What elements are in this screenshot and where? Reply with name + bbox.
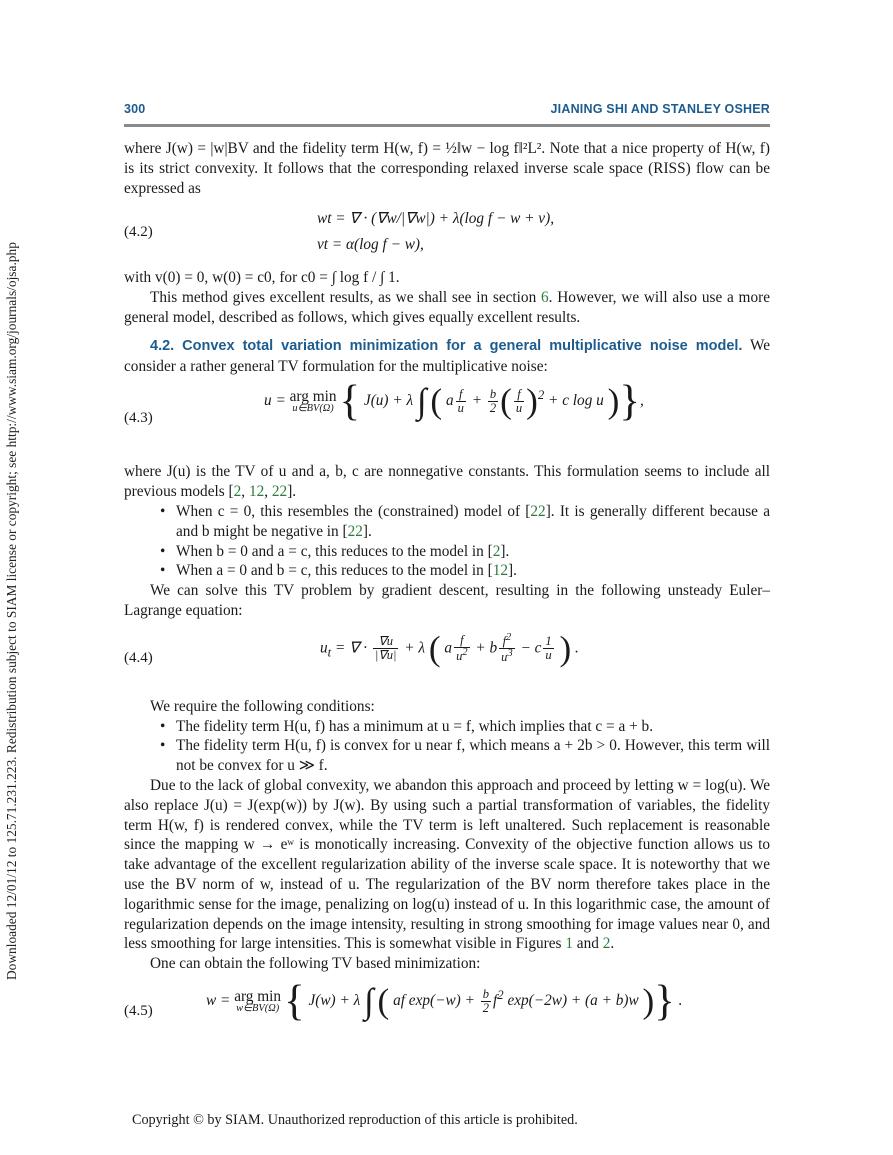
bullet-item: • The fidelity term H(u, f) is convex for u near f, which means a + 2b > 0. However, this term will not be convex for u ≫ f.: [124, 736, 770, 776]
running-header: [124, 100, 770, 127]
equation-4-3: (4.3) u = arg min u∈BV(Ω) { J(u) + λ ∫ ( a $\frac{f}{u}$ + $\frac{b}{2}$ ( $\frac{f}{u}$ )$^2$ + c log u )},: [124, 384, 770, 454]
equation-line: vt = α(log f − w),: [317, 236, 424, 254]
equation-number: (4.5): [124, 1003, 153, 1020]
paragraph-initial: with v(0) = 0, w(0) = c0, for c0 = ∫ log f / ∫ 1.: [124, 269, 400, 287]
citation-link[interactable]: 12: [492, 562, 509, 580]
equation-line: wt = ∇ · (∇w/|∇w|) + λ(log f − w + v),: [317, 210, 555, 228]
citation-link[interactable]: 12: [248, 483, 265, 501]
equation-4-5: (4.5) w = arg min w∈BV(Ω) { J(w) + λ ∫ ( af exp(−w) + $\frac{b}{2}$ $f^2$ exp(−2w) + (a + b)w )} .: [124, 977, 683, 1025]
equation-number: (4.4): [124, 649, 153, 666]
page-number: 300: [124, 102, 146, 116]
download-notice-text: Downloaded 12/01/12 to 125.71.231.223. Redistribution subject to SIAM license or copyright; see http://www.siam.org/journals/ojsa.php: [4, 242, 19, 980]
paragraph-method: This method gives excellent results, as we shall see in section 6. However, we will also use a more general model, described as follows, which gives equally excellent results.: [124, 289, 770, 326]
section-heading: 4.2. Convex total variation minimization for a general multiplicative noise model.: [150, 337, 743, 354]
bullet-item: • When a = 0 and b = c, this reduces to the model in [12].: [124, 561, 770, 581]
page-body: [124, 139, 770, 1050]
figure-link[interactable]: 2: [602, 935, 611, 953]
equation-number: (4.3): [124, 410, 153, 427]
section-link[interactable]: 6: [540, 289, 549, 307]
copyright-footer: Copyright © by SIAM. Unauthorized reproduction of this article is prohibited.: [132, 1112, 578, 1128]
citation-link[interactable]: 2: [233, 483, 242, 501]
bullet-item: • The fidelity term H(u, f) has a minimum at u = f, which implies that c = a + b.: [124, 717, 770, 737]
paragraph-minimization: One can obtain the following TV based minimization:: [150, 955, 481, 973]
paragraph-convexity: Due to the lack of global convexity, we abandon this approach and proceed by letting w = log(u). We also replace J(u) = J(exp(w)) by J(w). By using such a partial transformation of variables, the fidelity term H(w, f) is rendered convex, while the TV term is left unaltered. Such replacement is reasonable since the mapping w → eʷ is monotically increasing. Convexity of the objective function allows us to take advantage of the excellent regularization ability of the inverse scale space. It is noteworthy that we use the BV norm of w, instead of u. The regularization of the BV norm therefore takes place in the logarithmic sense for the image, penalizing on log(u) instead of u. In this logarithmic case, the amount of regularization depends on the image intensity, resulting in strong smoothing for image values near 0, and less smoothing for large intensities. This is somewhat visible in Figures 1 and 2.: [124, 776, 770, 953]
bullet-item: • When c = 0, this resembles the (constrained) model of [22]. It is generally different because a and b might be negative in [22].: [124, 502, 770, 542]
section-4-2: 4.2. Convex total variation minimization for a general multiplicative noise model. We consider a rather general TV formulation for the multiplicative noise:: [124, 336, 770, 375]
running-authors: JIANING SHI AND STANLEY OSHER: [550, 102, 770, 116]
citation-link[interactable]: 2: [492, 542, 501, 560]
paragraph-gradient: We can solve this TV problem by gradient descent, resulting in the following unsteady Euler–Lagrange equation:: [124, 582, 770, 619]
equation-4-4: (4.4) $u_t$ = ∇ · $\frac{\nabla u}{|\nabla u|}$ + λ ( a $\frac{f}{u^2}$ + b $\frac{f^2}{u^3}$ − c $\frac{1}{u}$ ) .: [124, 628, 579, 668]
paragraph-conditions: We require the following conditions:: [150, 697, 375, 715]
citation-link[interactable]: 22: [347, 522, 363, 540]
citation-link[interactable]: 22: [271, 483, 288, 501]
paragraph-fidelity: where J(w) = |w|BV and the fidelity term H(w, f) = ½‖w − log f‖²L². Note that a nice property of H(w, f) is its strict convexity. It follows that the corresponding relaxed inverse scale space (RISS) flow can be expressed as: [124, 140, 770, 197]
equation-number: (4.2): [124, 224, 153, 241]
equation-4-2: [124, 206, 770, 260]
figure-link[interactable]: 1: [565, 935, 573, 953]
download-notice: [2, 175, 22, 980]
citation-link[interactable]: 22: [530, 502, 546, 520]
paragraph-tv: where J(u) is the TV of u and a, b, c are nonnegative constants. This formulation seems to include all previous models [2, 12, 22].: [124, 463, 770, 501]
bullet-item: • When b = 0 and a = c, this reduces to the model in [2].: [124, 542, 770, 562]
